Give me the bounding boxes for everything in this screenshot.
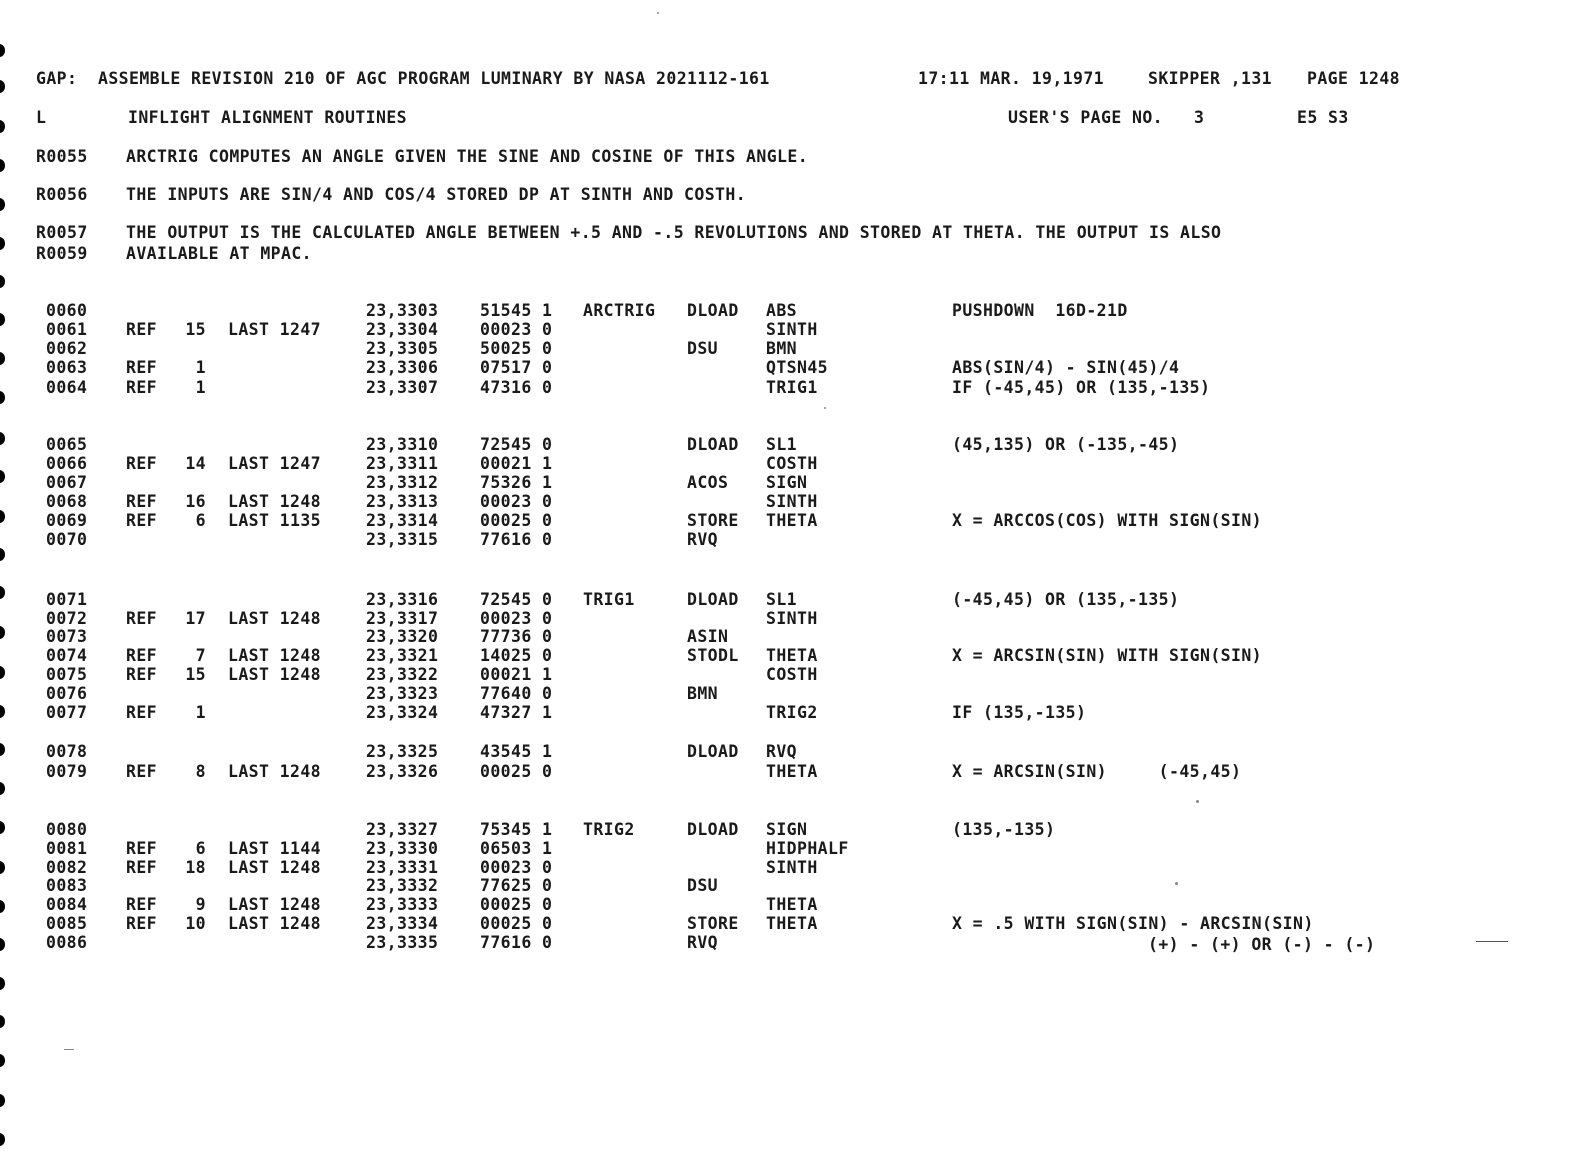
feed-hole	[0, 861, 5, 874]
last-page: LAST 1248	[228, 646, 322, 665]
feed-hole	[0, 938, 5, 951]
ref-marker: REF	[126, 703, 158, 722]
operand: SL1	[766, 590, 798, 609]
address: 23,3327	[366, 820, 439, 839]
octal-code: 00023 0	[480, 609, 553, 628]
line-number: 0070	[46, 530, 88, 549]
ref-marker: REF	[126, 492, 158, 511]
header-marker: L	[36, 108, 47, 127]
line-number: 0073	[46, 627, 88, 646]
octal-code: 75345 1	[480, 820, 553, 839]
comment: X = .5 WITH SIGN(SIN) - ARCSIN(SIN)	[952, 914, 1314, 933]
octal-code: 77616 0	[480, 530, 553, 549]
paper-speck	[1175, 882, 1178, 885]
feed-hole	[0, 80, 5, 93]
ref-count: 14	[185, 454, 206, 473]
octal-code: 43545 1	[480, 742, 553, 761]
octal-code: 51545 1	[480, 301, 553, 320]
last-page: LAST 1135	[228, 511, 322, 530]
opcode: DLOAD	[687, 590, 739, 609]
octal-code: 00025 0	[480, 511, 553, 530]
opcode: ACOS	[687, 473, 729, 492]
operand: COSTH	[766, 665, 818, 684]
line-number: 0084	[46, 895, 88, 914]
operand: THETA	[766, 646, 818, 665]
opcode: STORE	[687, 914, 739, 933]
address: 23,3305	[366, 339, 439, 358]
continuation-comment: (+) - (+) OR (-) - (-)	[1148, 935, 1376, 954]
feed-hole	[0, 432, 5, 445]
address: 23,3304	[366, 320, 439, 339]
ref-marker: REF	[126, 378, 158, 397]
octal-code: 07517 0	[480, 358, 553, 377]
line-number: 0076	[46, 684, 88, 703]
user-page-number: USER'S PAGE NO. 3	[1008, 108, 1205, 127]
feed-hole	[0, 237, 5, 250]
opcode: DLOAD	[687, 742, 739, 761]
feed-hole	[0, 821, 5, 834]
octal-code: 00025 0	[480, 914, 553, 933]
ref-count: 15	[185, 665, 206, 684]
operand: SIGN	[766, 820, 808, 839]
line-number: 0080	[46, 820, 88, 839]
feed-hole	[0, 1015, 5, 1028]
address: 23,3310	[366, 435, 439, 454]
octal-code: 00025 0	[480, 762, 553, 781]
octal-code: 00021 1	[480, 665, 553, 684]
line-number: 0086	[46, 933, 88, 952]
remark-id: R0055	[36, 147, 88, 166]
feed-hole	[0, 120, 5, 133]
line-number: 0071	[46, 590, 88, 609]
comment: PUSHDOWN 16D-21D	[952, 301, 1128, 320]
feed-hole	[0, 159, 5, 172]
ref-count: 17	[185, 609, 206, 628]
paper-speck	[824, 407, 826, 409]
comment: X = ARCSIN(SIN) (-45,45)	[952, 762, 1242, 781]
last-page: LAST 1248	[228, 914, 322, 933]
ref-marker: REF	[126, 454, 158, 473]
operand: SINTH	[766, 492, 818, 511]
operand: SIGN	[766, 473, 808, 492]
paper-speck	[64, 1049, 74, 1050]
address: 23,3325	[366, 742, 439, 761]
line-number: 0066	[46, 454, 88, 473]
feed-hole	[0, 782, 5, 795]
operand: TRIG2	[766, 703, 818, 722]
feed-hole	[0, 705, 5, 718]
section-title: INFLIGHT ALIGNMENT ROUTINES	[128, 108, 408, 127]
address: 23,3323	[366, 684, 439, 703]
remark-id: R0056	[36, 185, 88, 204]
feed-hole	[0, 900, 5, 913]
ref-count: 1	[195, 703, 206, 722]
ref-count: 1	[195, 378, 206, 397]
octal-code: 47316 0	[480, 378, 553, 397]
line-number: 0074	[46, 646, 88, 665]
operand: THETA	[766, 895, 818, 914]
ref-count: 6	[195, 839, 206, 858]
feed-hole	[0, 626, 5, 639]
comment: X = ARCSIN(SIN) WITH SIGN(SIN)	[952, 646, 1263, 665]
opcode: DLOAD	[687, 301, 739, 320]
ref-count: 16	[185, 492, 206, 511]
header-timestamp: 17:11 MAR. 19,1971	[918, 69, 1105, 88]
feed-hole	[0, 977, 5, 990]
line-number: 0063	[46, 358, 88, 377]
operand: SL1	[766, 435, 798, 454]
operand: SINTH	[766, 609, 818, 628]
address: 23,3317	[366, 609, 439, 628]
ref-count: 7	[195, 646, 206, 665]
octal-code: 75326 1	[480, 473, 553, 492]
feed-hole	[0, 548, 5, 561]
octal-code: 14025 0	[480, 646, 553, 665]
operand: THETA	[766, 762, 818, 781]
header-program-line: GAP: ASSEMBLE REVISION 210 OF AGC PROGRAM LUMINARY BY NASA 2021112-161	[36, 69, 770, 88]
octal-code: 72545 0	[480, 590, 553, 609]
comment: X = ARCCOS(COS) WITH SIGN(SIN)	[952, 511, 1263, 530]
address: 23,3307	[366, 378, 439, 397]
ref-count: 6	[195, 511, 206, 530]
line-number: 0077	[46, 703, 88, 722]
opcode: BMN	[687, 684, 719, 703]
address: 23,3322	[366, 665, 439, 684]
symbol-label: ARCTRIG	[583, 301, 656, 320]
feed-hole	[0, 275, 5, 288]
operand: THETA	[766, 511, 818, 530]
address: 23,3315	[366, 530, 439, 549]
operand: COSTH	[766, 454, 818, 473]
ref-marker: REF	[126, 858, 158, 877]
octal-code: 77640 0	[480, 684, 553, 703]
feed-hole	[0, 198, 5, 211]
opcode: DSU	[687, 876, 719, 895]
paper-speck	[1196, 800, 1199, 803]
operand: RVQ	[766, 742, 798, 761]
ref-marker: REF	[126, 839, 158, 858]
octal-code: 77736 0	[480, 627, 553, 646]
octal-code: 00023 0	[480, 858, 553, 877]
ref-count: 15	[185, 320, 206, 339]
feed-hole	[0, 586, 5, 599]
opcode: ASIN	[687, 627, 729, 646]
feed-hole	[0, 1133, 5, 1146]
ref-count: 18	[185, 858, 206, 877]
header-code: E5 S3	[1297, 108, 1349, 127]
line-number: 0082	[46, 858, 88, 877]
address: 23,3306	[366, 358, 439, 377]
octal-code: 00021 1	[480, 454, 553, 473]
operand: QTSN45	[766, 358, 829, 377]
remark-id: R0057	[36, 223, 88, 242]
comment: ABS(SIN/4) - SIN(45)/4	[952, 358, 1180, 377]
line-number: 0072	[46, 609, 88, 628]
address: 23,3334	[366, 914, 439, 933]
octal-code: 47327 1	[480, 703, 553, 722]
remark-text: THE OUTPUT IS THE CALCULATED ANGLE BETWEEN +.5 AND -.5 REVOLUTIONS AND STORED AT THETA. THE OUTPUT IS ALSO	[126, 223, 1222, 242]
operand: THETA	[766, 914, 818, 933]
ref-marker: REF	[126, 358, 158, 377]
address: 23,3335	[366, 933, 439, 952]
feed-hole	[0, 470, 5, 483]
last-page: LAST 1248	[228, 762, 322, 781]
last-page: LAST 1248	[228, 492, 322, 511]
feed-hole	[0, 1054, 5, 1067]
last-page: LAST 1248	[228, 895, 322, 914]
address: 23,3321	[366, 646, 439, 665]
address: 23,3314	[366, 511, 439, 530]
comment: (45,135) OR (-135,-45)	[952, 435, 1180, 454]
line-number: 0075	[46, 665, 88, 684]
operand: SINTH	[766, 320, 818, 339]
address: 23,3330	[366, 839, 439, 858]
opcode: RVQ	[687, 530, 719, 549]
last-page: LAST 1144	[228, 839, 322, 858]
last-page: LAST 1248	[228, 858, 322, 877]
paper-speck	[657, 12, 659, 14]
address: 23,3324	[366, 703, 439, 722]
address: 23,3332	[366, 876, 439, 895]
line-number: 0067	[46, 473, 88, 492]
feed-hole	[0, 44, 5, 57]
ref-marker: REF	[126, 665, 158, 684]
line-number: 0061	[46, 320, 88, 339]
remark-text: AVAILABLE AT MPAC.	[126, 244, 313, 263]
ref-marker: REF	[126, 646, 158, 665]
octal-code: 06503 1	[480, 839, 553, 858]
symbol-label: TRIG1	[583, 590, 635, 609]
address: 23,3311	[366, 454, 439, 473]
symbol-label: TRIG2	[583, 820, 635, 839]
feed-hole	[0, 666, 5, 679]
ref-marker: REF	[126, 609, 158, 628]
address: 23,3312	[366, 473, 439, 492]
feed-hole	[0, 352, 5, 365]
octal-code: 00023 0	[480, 492, 553, 511]
opcode: DLOAD	[687, 820, 739, 839]
opcode: STODL	[687, 646, 739, 665]
line-number: 0065	[46, 435, 88, 454]
feed-hole	[0, 743, 5, 756]
ref-marker: REF	[126, 895, 158, 914]
address: 23,3326	[366, 762, 439, 781]
comment: (-45,45) OR (135,-135)	[952, 590, 1180, 609]
ref-marker: REF	[126, 511, 158, 530]
line-number: 0085	[46, 914, 88, 933]
feed-hole	[0, 313, 5, 326]
address: 23,3316	[366, 590, 439, 609]
last-page: LAST 1247	[228, 454, 322, 473]
ref-count: 9	[195, 895, 206, 914]
comment: IF (135,-135)	[952, 703, 1087, 722]
operand: BMN	[766, 339, 798, 358]
octal-code: 77625 0	[480, 876, 553, 895]
header-page-number: PAGE 1248	[1307, 69, 1401, 88]
line-number: 0081	[46, 839, 88, 858]
opcode: DSU	[687, 339, 719, 358]
line-number: 0079	[46, 762, 88, 781]
line-number: 0083	[46, 876, 88, 895]
operand: TRIG1	[766, 378, 818, 397]
line-number: 0064	[46, 378, 88, 397]
address: 23,3313	[366, 492, 439, 511]
line-number: 0078	[46, 742, 88, 761]
comment: IF (-45,45) OR (135,-135)	[952, 378, 1211, 397]
remark-text: ARCTRIG COMPUTES AN ANGLE GIVEN THE SINE AND COSINE OF THIS ANGLE.	[126, 147, 809, 166]
ref-count: 1	[195, 358, 206, 377]
last-page: LAST 1248	[228, 665, 322, 684]
paper-speck	[1476, 941, 1508, 942]
last-page: LAST 1247	[228, 320, 322, 339]
line-number: 0068	[46, 492, 88, 511]
octal-code: 72545 0	[480, 435, 553, 454]
remark-id: R0059	[36, 244, 88, 263]
remark-text: THE INPUTS ARE SIN/4 AND COS/4 STORED DP AT SINTH AND COSTH.	[126, 185, 747, 204]
operand: SINTH	[766, 858, 818, 877]
ref-marker: REF	[126, 762, 158, 781]
last-page: LAST 1248	[228, 609, 322, 628]
feed-hole	[0, 1094, 5, 1107]
operand: ABS	[766, 301, 798, 320]
line-number: 0062	[46, 339, 88, 358]
opcode: DLOAD	[687, 435, 739, 454]
octal-code: 00023 0	[480, 320, 553, 339]
line-number: 0060	[46, 301, 88, 320]
ref-marker: REF	[126, 914, 158, 933]
ref-marker: REF	[126, 320, 158, 339]
ref-count: 8	[195, 762, 206, 781]
address: 23,3333	[366, 895, 439, 914]
address: 23,3331	[366, 858, 439, 877]
address: 23,3303	[366, 301, 439, 320]
octal-code: 77616 0	[480, 933, 553, 952]
opcode: RVQ	[687, 933, 719, 952]
operand: HIDPHALF	[766, 839, 849, 858]
comment: (135,-135)	[952, 820, 1056, 839]
line-number: 0069	[46, 511, 88, 530]
octal-code: 00025 0	[480, 895, 553, 914]
octal-code: 50025 0	[480, 339, 553, 358]
header-skipper: SKIPPER ,131	[1148, 69, 1273, 88]
address: 23,3320	[366, 627, 439, 646]
opcode: STORE	[687, 511, 739, 530]
ref-count: 10	[185, 914, 206, 933]
feed-hole	[0, 391, 5, 404]
feed-hole	[0, 510, 5, 523]
